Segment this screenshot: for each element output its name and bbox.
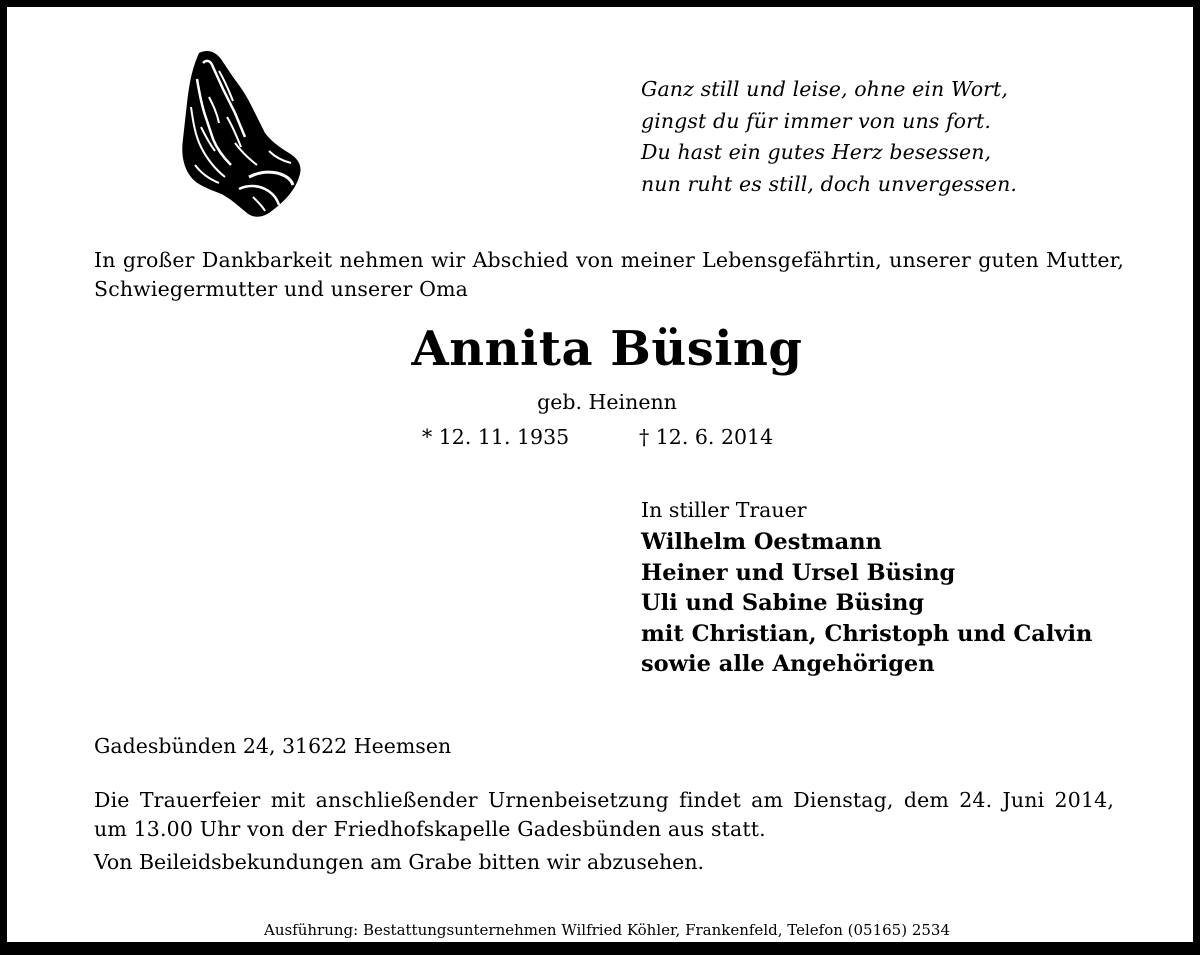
poem-line: Du hast ein gutes Herz besessen, xyxy=(641,140,992,164)
mourner-name: Uli und Sabine Büsing xyxy=(641,590,925,616)
poem-line: gingst du für immer von uns fort. xyxy=(641,108,991,133)
mourners-intro: In stiller Trauer xyxy=(641,498,807,522)
address: Gadesbünden 24, 31622 Heemsen xyxy=(94,734,452,758)
poem-line: Ganz still und leise, ohne ein Wort, xyxy=(641,77,1009,101)
mourner-name: Wilhelm Oestmann xyxy=(641,529,882,555)
mourner-name: mit Christian, Christoph und Calvin xyxy=(641,620,1093,647)
praying-hands-icon xyxy=(179,47,304,219)
footer-credit: Ausführung: Bestattungsunternehmen Wilfried Köhler, Frankenfeld, Telefon (05165) 2534 xyxy=(263,921,951,939)
service-notice: Die Trauerfeier mit anschließender Urnenbeisetzung findet am Dienstag, dem 24. Juni 2014, um 13.00 Uhr von der Friedhofskapelle Gadesbünden aus statt. xyxy=(94,788,1114,841)
birth-date: * 12. 11. 1935 xyxy=(422,425,570,449)
mourner-name: Heiner und Ursel Büsing xyxy=(641,559,956,586)
birth-name: geb. Heinenn xyxy=(537,390,677,414)
mourners-list xyxy=(641,527,1092,680)
death-date: † 12. 6. 2014 xyxy=(639,425,774,449)
condolence-notice: Von Beileidsbekundungen am Grabe bitten wir abzusehen. xyxy=(94,850,705,874)
mourner-name: sowie alle Angehörigen xyxy=(641,651,935,677)
poem xyxy=(641,74,1161,200)
poem-line: nun ruht es still, doch unvergessen. xyxy=(641,171,1018,196)
deceased-name: Annita Büsing xyxy=(411,321,803,377)
farewell-intro: In großer Dankbarkeit nehmen wir Abschied von meiner Lebensgefährtin, unserer guten Mutter, Schwiegermutter und unserer Oma xyxy=(94,248,1124,301)
